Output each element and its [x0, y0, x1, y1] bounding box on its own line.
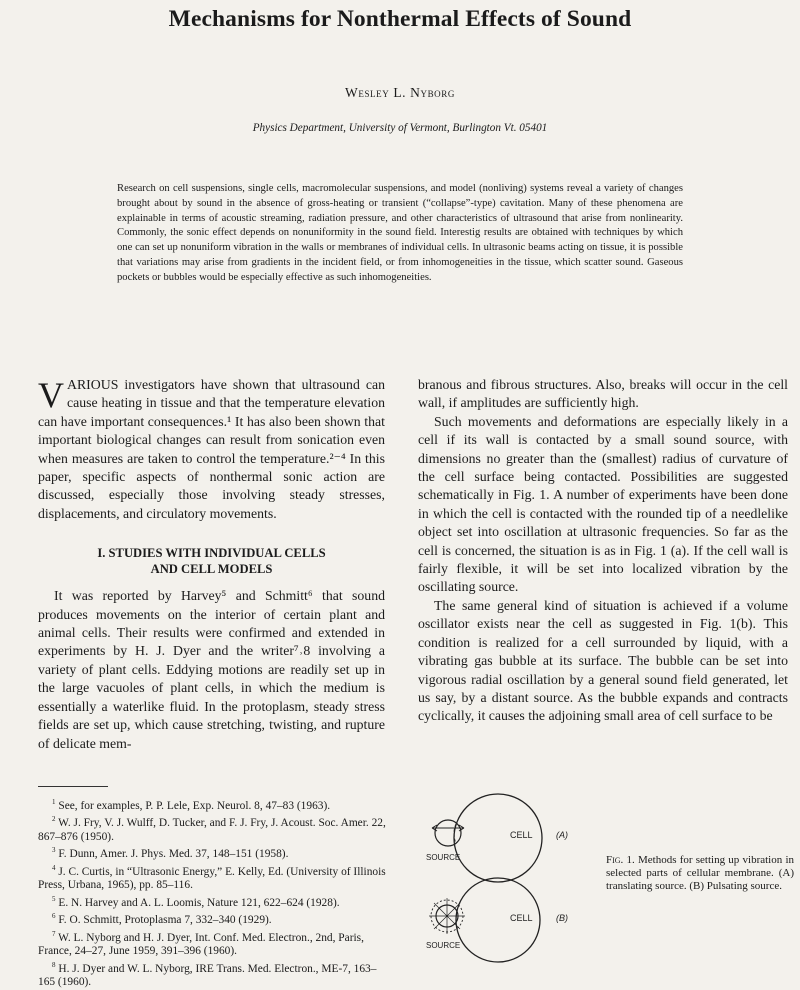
pulsating-arrows-b [429, 898, 465, 934]
figure-caption [606, 854, 794, 894]
paragraph-volume-oscillator: The same general kind of situation is achieved if a volume oscillator exists near the cell as suggested in Fig. 1(b). This condition is realized for a cell surrounded by liquid, with a vibrating gas bubble at its surface. The bubble can be set into vigorous radial oscillation by a general sound field generated, let us say, by a distant source. As the bubble expands and contracts cyclically, it causes the adjoining small area of cell surface to be [418, 597, 788, 724]
article-title: Mechanisms for Nonthermal Effects of Sound [168, 6, 632, 32]
section-heading-line2: AND CELL MODELS [150, 562, 273, 577]
panel-tag-b: (B) [556, 913, 568, 923]
abstract: Research on cell suspensions, single cells, macromolecular suspensions, and model (nonliving) systems reveal a variety of changes brought about by sound in the absence of gross-heating or transient (“collapse”-type) cavitation. Many of these phenomena are explainable in terms of acoustic streaming, radiation pressure, and other characteristics of ultrasound that arise from nonlinearity. Commonly, the sonic effect depends on nonuniformity in the sound field. Interestig results are obtained with techniques by which one can set up nonuniform vibration in the walls or membranes of individual cells. In ultrasonic beams acting on tissue, it is possible that variations may arise from gradients in the incident field, or from inhomogeneities in the tissue, which scatter sound. Gaseous pockets or bubbles would be especially effective as such inhomogeneities. [117, 183, 683, 283]
left-column [38, 376, 385, 753]
intro-paragraph [38, 376, 385, 523]
intro-text: ARIOUS investigators have shown that ultrasound can cause heating in tissue and that the temperature elevation can have important consequences.¹ It has also been shown that important biological changes can result from sonication even when measures are taken to control the temperature.²⁻⁴ In this paper, specific aspects of nonthermal sonic action are discussed, especially those involving steady stresses, displacements, and circulatory movements. [38, 377, 385, 521]
paragraph-movements: Such movements and deformations are especially likely in a cell if its wall is contacted by a small sound source, with dimensions no greater than the (smallest) radius of curvature of the cell surface being contacted. Possibilities are suggested schematically in Fig. 1. A number of experiments have been done in which the cell is contacted with the rounded tip of a needlelike object set into oscillation at ultrasonic frequencies. So far as the cell is concerned, the situation is as in Fig. 1 (a). If the cell wall is fairly flexible, it will be set into localized vibration by the oscillating source. [418, 413, 788, 595]
caption-text: Methods for setting up vibration in selected parts of cellular membrane. (A) translating source. (B) Pulsating source. [606, 854, 794, 893]
right-column [418, 376, 788, 726]
section-heading-line1: I. STUDIES WITH INDIVIDUAL CELLS [97, 546, 326, 561]
cell-label-a: CELL [510, 830, 533, 840]
panel-b [426, 878, 568, 962]
caption-label: Fig. 1. [606, 854, 635, 866]
section-heading [38, 545, 385, 577]
footnote-rule [38, 786, 108, 787]
continued-paragraph: branous and fibrous structures. Also, breaks will occur in the cell wall, if amplitudes are sufficiently high. [418, 377, 788, 411]
footnotes [38, 796, 388, 990]
section1-paragraph: It was reported by Harvey⁵ and Schmitt⁶ that sound produces movements on the interior of certain plant and animal cells. Their results were confirmed and extended in experiments by H. J. Dyer and the writer⁷˒8 involving a variety of plant cells. Eddying motions are readily set up in the large vacuoles of plant cells, in which the medium is essentially a waterlike fluid. In the protoplasm, steady stress fields are set up, which cause stretching, twisting, and rupture of delicate mem- [38, 588, 385, 751]
cell-label-b: CELL [510, 913, 533, 923]
footnote: $^8$ H. J. Dyer and W. L. Nyborg, IRE Trans. Med. Electron., ME-7, 163–165 (1960). [38, 960, 377, 988]
footnote: $^4$ J. C. Curtis, in “Ultrasonic Energy,” E. Kelly, Ed. (University of Illinois Press, Urbana, 1965), pp. 85–116. [38, 863, 386, 892]
footnote: $^6$ F. O. Schmitt, Protoplasma 7, 332–340 (1929). [52, 912, 272, 926]
footnote: $^1$ See, for examples, P. P. Lele, Exp. Neurol. 8, 47–83 (1963). [52, 798, 331, 812]
affiliation: Physics Department, University of Vermont, Burlington Vt. 05401 [252, 122, 548, 134]
source-label-b: SOURCE [426, 941, 461, 950]
drop-cap: V [38, 375, 64, 415]
source-circle-a [435, 820, 461, 846]
panel-a [426, 794, 568, 882]
source-label-a: SOURCE [426, 853, 461, 862]
footnote: $^5$ E. N. Harvey and A. L. Loomis, Nature 121, 622–624 (1928). [52, 894, 340, 909]
footnote: $^7$ W. L. Nyborg and H. J. Dyer, Int. Conf. Med. Electron., 2nd, Paris, France, 24–27, June 1959, 391–396 (1960). [38, 929, 364, 957]
footnote: $^3$ F. Dunn, Amer. J. Phys. Med. 37, 148–151 (1958). [52, 846, 289, 861]
panel-tag-a: (A) [556, 830, 568, 840]
author-name: Wesley L. Nyborg [345, 85, 455, 100]
footnote: $^2$ W. J. Fry, V. J. Wulff, D. Tucker, and F. J. Fry, J. Acoust. Soc. Amer. 22, 867–876 (1950). [38, 815, 386, 843]
